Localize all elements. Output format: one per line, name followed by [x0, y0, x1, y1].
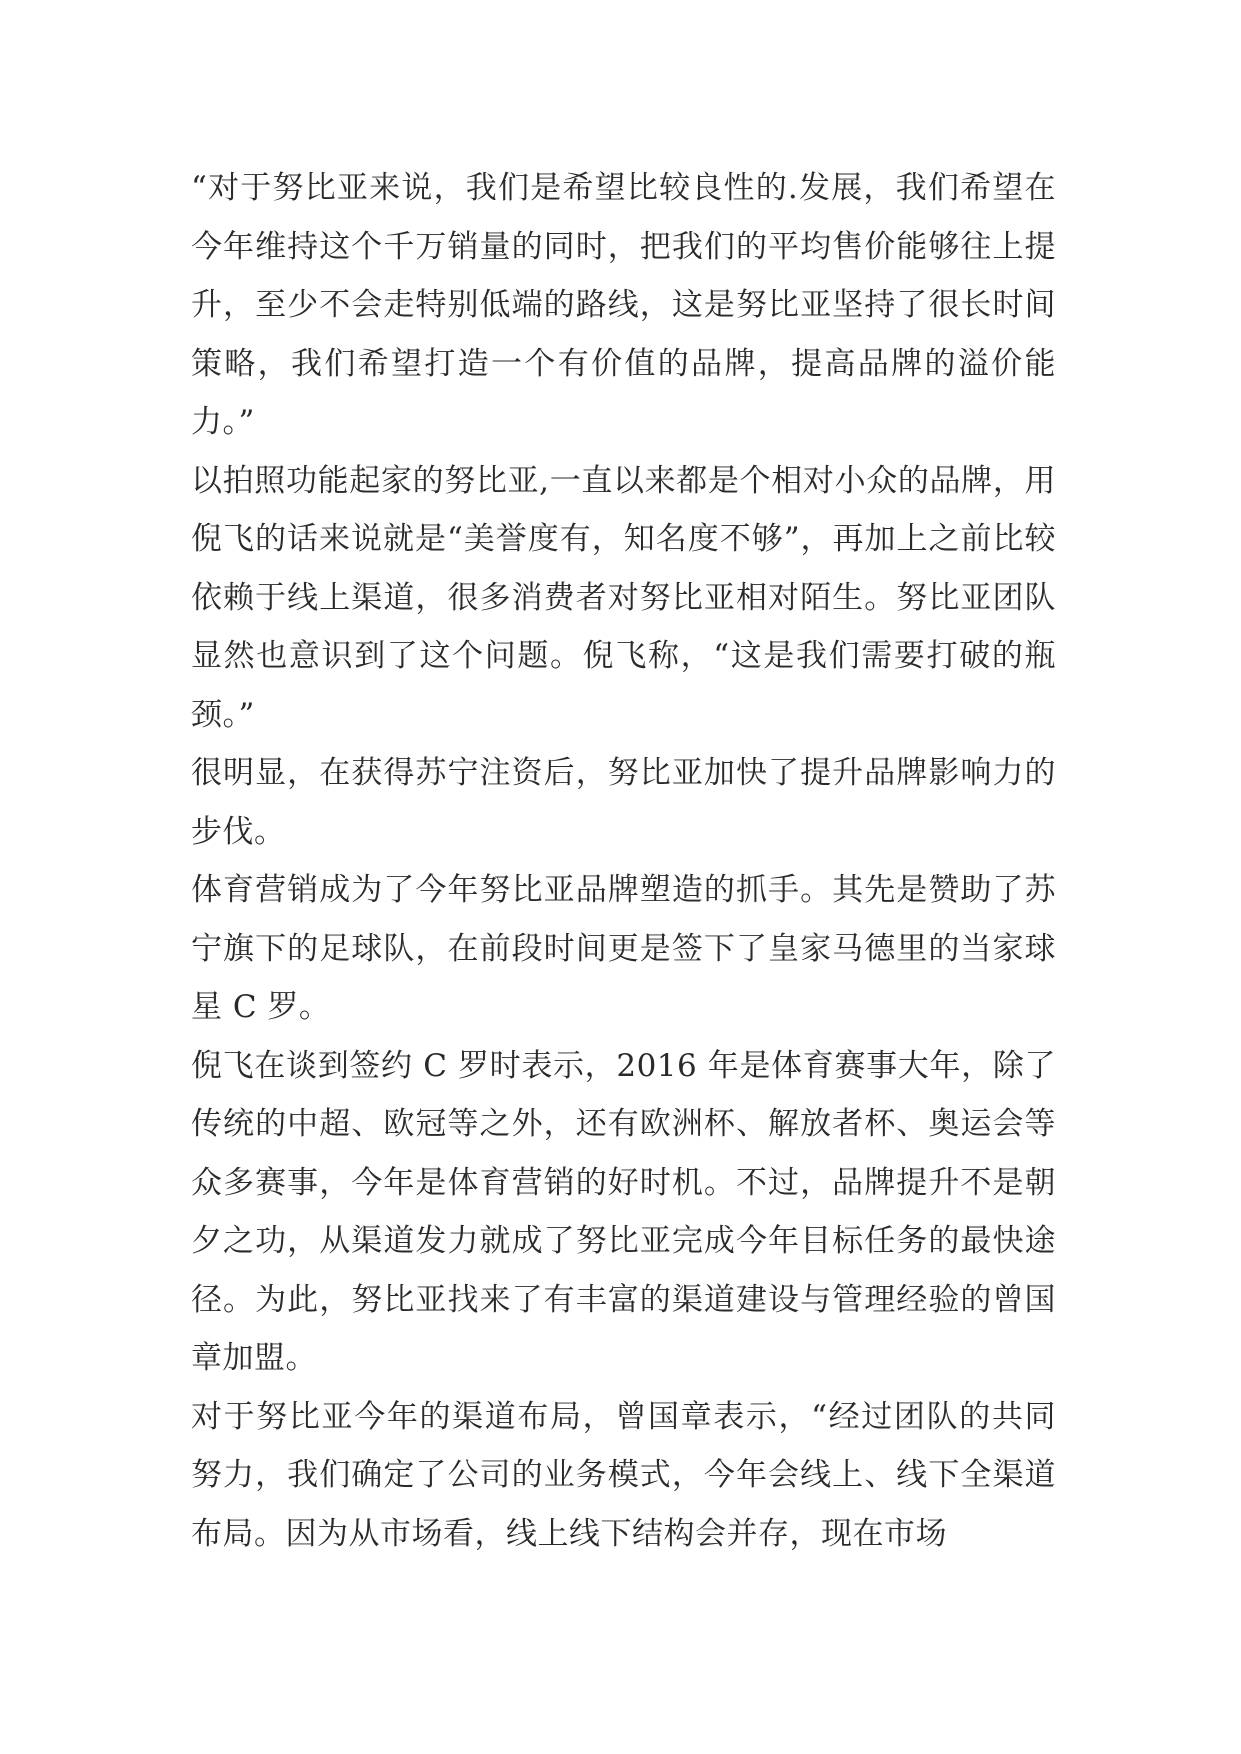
paragraph-1: “对于努比亚来说，我们是希望比较良性的.发展，我们希望在今年维持这个千万销量的同时，把我们的平均售价能够往上提升，至少不会走特别低端的路线，这是努比亚坚持了很长时间策略，我们希望打造一个有价值的品牌，提高品牌的溢价能力。” [191, 170, 1056, 440]
paragraph-5: 倪飞在谈到签约 C 罗时表示，2016 年是体育赛事大年，除了传统的中超、欧冠等之外，还有欧洲杯、解放者杯、奥运会等众多赛事，今年是体育营销的好时机。不过，品牌提升不是朝夕之功，从渠道发力就成了努比亚完成今年目标任务的最快途径。为此，努比亚找来了有丰富的渠道建设与管理经验的曾国章加盟。 [191, 1047, 1056, 1376]
paragraph-4: 体育营销成为了今年努比亚品牌塑造的抓手。其先是赞助了苏宁旗下的足球队，在前段时间更是签下了皇家马德里的当家球星 C 罗。 [191, 872, 1056, 1025]
article-body [191, 159, 1056, 1563]
paragraph-3: 很明显，在获得苏宁注资后，努比亚加快了提升品牌影响力的步伐。 [191, 755, 1056, 850]
paragraph-6: 对于努比亚今年的渠道布局，曾国章表示，“经过团队的共同努力，我们确定了公司的业务模式，今年会线上、线下全渠道布局。因为从市场看，线上线下结构会并存，现在市场 [191, 1398, 1056, 1552]
paragraph-2: 以拍照功能起家的努比亚,一直以来都是个相对小众的品牌，用倪飞的话来说就是“美誉度有，知名度不够”，再加上之前比较依赖于线上渠道，很多消费者对努比亚相对陌生。努比亚团队显然也意识到了这个问题。倪飞称，“这是我们需要打破的瓶颈。” [191, 462, 1056, 733]
